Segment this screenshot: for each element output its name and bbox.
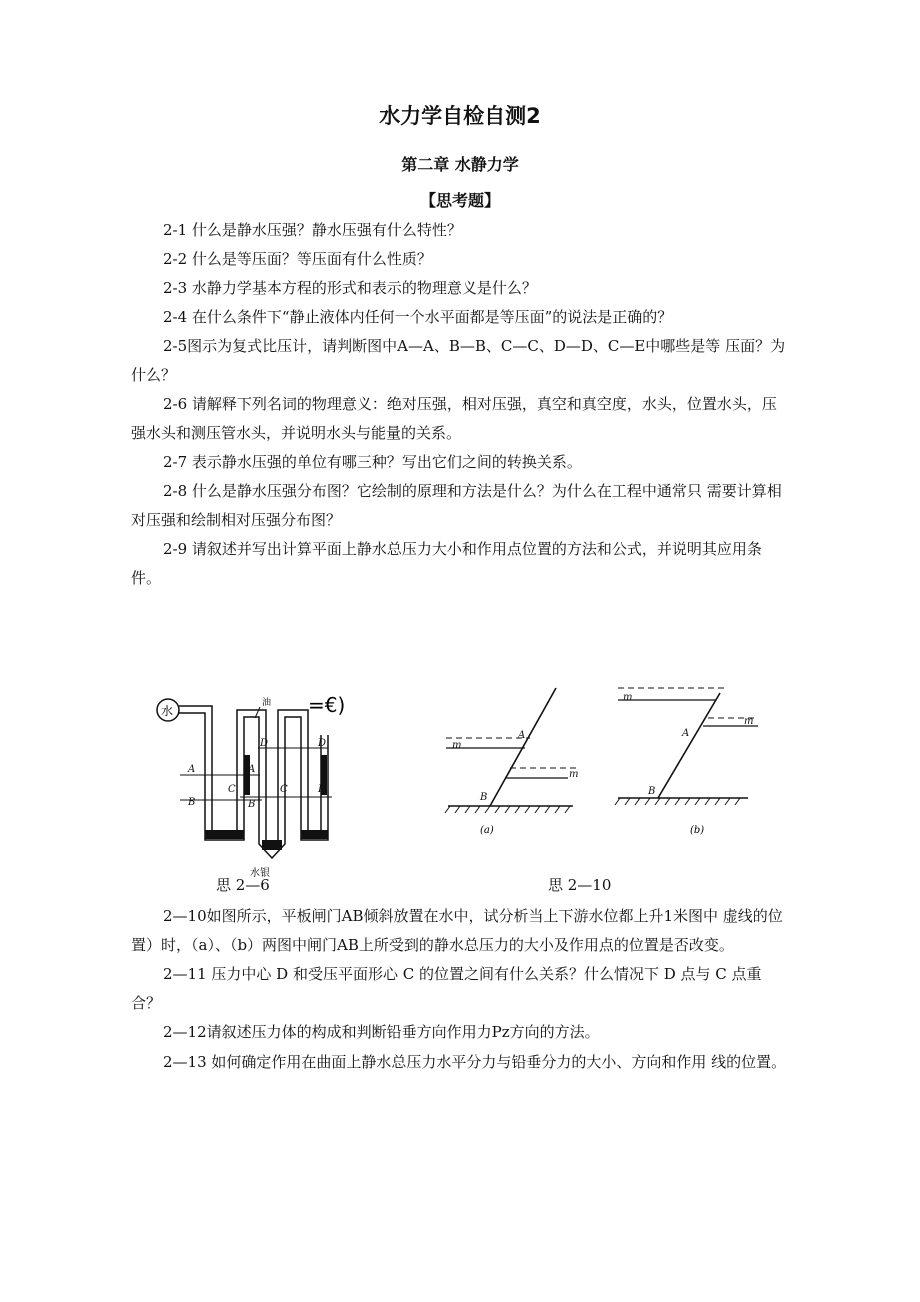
- label-d-left: D: [260, 738, 269, 749]
- point-b-panel-b: B: [648, 786, 656, 797]
- figure1-caption: 思 2—6: [216, 876, 270, 894]
- question-2-3: 2-3 水静力学基本方程的形式和表示的物理意义是什么？: [163, 279, 537, 297]
- question-2-8: 2-8 什么是静水压强分布图？它绘制的原理和方法是什么？为什么在工程中通常只 需要计算相对压强和绘制相对压强分布图？: [131, 482, 782, 529]
- point-b-panel-a: B: [480, 792, 488, 803]
- question-2-5: 2-5图示为复式比压计，请判断图中A—A、B—B、C—C、D—D、C—E中哪些是等 压面？为什么？: [131, 337, 786, 384]
- section-heading: 【思考题】: [419, 191, 500, 210]
- question-2-11: 2—11 压力中心 D 和受压平面形心 C 的位置之间有什么关系？什么情况下 D 点与 C 点重合？: [131, 965, 762, 1012]
- inclined-gate-figure: [438, 678, 758, 843]
- label-b-left: B: [188, 797, 196, 808]
- panel-a-label: (a): [480, 825, 494, 836]
- figure2-caption: 思 2—10: [548, 876, 612, 894]
- stray-mark: =€): [308, 693, 346, 717]
- question-2-6: 2-6 请解释下列名词的物理意义：绝对压强，相对压强，真空和真空度，水头，位置水头，压强水头和测压管水头，并说明水头与能量的关系。: [131, 395, 777, 442]
- label-b-right: B: [248, 799, 256, 810]
- point-a-panel-b: A: [682, 728, 690, 739]
- question-2-13: 2—13 如何确定作用在曲面上静水总压力水平分力与铅垂分力的大小、方向和作用 线的位置。: [163, 1053, 787, 1071]
- label-c-right: C: [280, 784, 288, 795]
- manometer-figure: [150, 680, 370, 880]
- questions-lower: [131, 902, 791, 1073]
- label-a-left: A: [188, 764, 196, 775]
- question-2-4: 2-4 在什么条件下“静止液体内任何一个水平面都是等压面”的说法是正确的？: [163, 308, 673, 326]
- panel-b-label: (b): [690, 825, 705, 836]
- label-c-left: C: [228, 784, 236, 795]
- label-a-right: A: [248, 764, 256, 775]
- height-label-a-right: m: [569, 769, 579, 780]
- question-2-1: 2-1 什么是静水压强？静水压强有什么特性？: [163, 221, 462, 239]
- question-2-9: 2-9 请叙述并写出计算平面上静水总压力大小和作用点位置的方法和公式，并说明其应用条件。: [131, 540, 762, 587]
- oil-label: 油: [262, 698, 272, 708]
- point-a-panel-a: A: [518, 730, 526, 741]
- label-e: E: [318, 784, 326, 795]
- water-symbol: 水: [161, 704, 174, 718]
- height-label-a-left: m: [452, 740, 462, 751]
- question-2-10: 2—10如图所示，平板闸门AB倾斜放置在水中，试分析当上下游水位都上升1米图中 虚线的位置）时，（a）、（b）两图中闸门AB上所受到的静水总压力的大小及作用点的位置是否改变。: [131, 907, 783, 954]
- height-label-b-right: m: [744, 716, 754, 727]
- document-title: 水力学自检自测2: [379, 104, 541, 128]
- height-label-b-left: m: [623, 692, 633, 703]
- label-d-right: D: [318, 738, 327, 749]
- chapter-heading: 第二章 水静力学: [401, 155, 519, 174]
- question-2-7: 2-7 表示静水压强的单位有哪三种？写出它们之间的转换关系。: [163, 453, 582, 471]
- mercury-label: 水银: [250, 868, 270, 879]
- question-2-2: 2-2 什么是等压面？等压面有什么性质？: [163, 250, 432, 268]
- questions-upper: [131, 216, 791, 593]
- question-2-12: 2—12请叙述压力体的构成和判断铅垂方向作用力Pz方向的方法。: [163, 1023, 600, 1041]
